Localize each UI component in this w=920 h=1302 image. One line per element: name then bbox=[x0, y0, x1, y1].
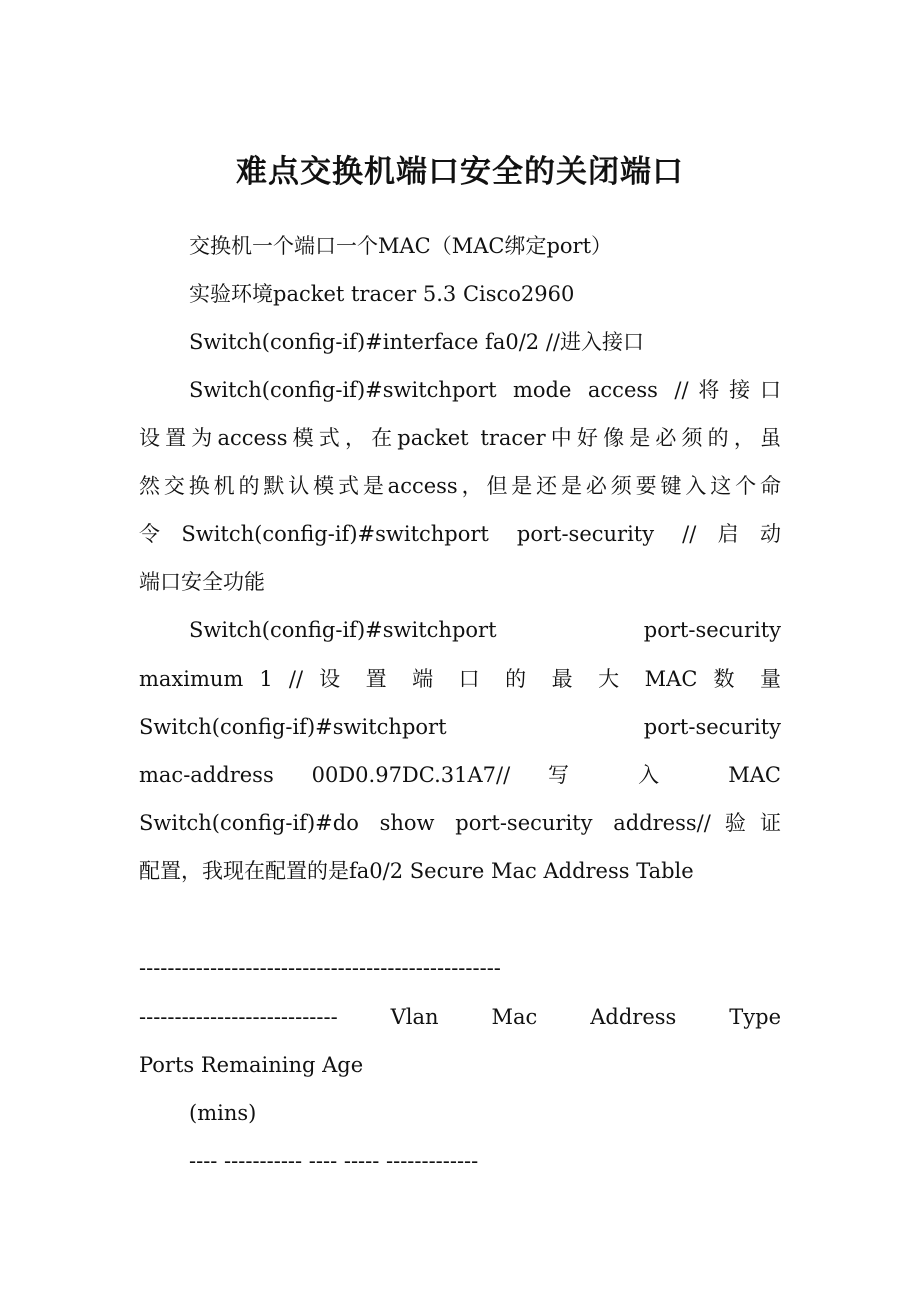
text-line-maximum-desc: maximum 1 // 设 置 端 口 的 最 大 MAC 数 量 bbox=[139, 667, 781, 691]
table-header-mins: (mins) bbox=[189, 1101, 257, 1125]
text-line-mac-address-cmd: Switch(config-if)#switchport port-security bbox=[139, 715, 781, 739]
table-header-line-2: Ports Remaining Age bbox=[139, 1053, 364, 1077]
text-line-port-security-cmd: 令Switch(config-if)#switchport port-security //启动 bbox=[139, 522, 781, 546]
text-line-mode-cmd: Switch(config-if)#switchport mode access //将接口 bbox=[189, 378, 781, 402]
text-line-maximum-cmd: Switch(config-if)#switchport port-security bbox=[189, 618, 781, 642]
text-line-show-cmd: Switch(config-if)#do show port-security address//验证 bbox=[139, 811, 781, 835]
table-separator-top: --------------------------------------------------- bbox=[139, 956, 501, 980]
text-line-mac-address-desc: mac-address 00D0.97DC.31A7// 写 入 MAC bbox=[139, 763, 781, 787]
text-line-show-desc: 配置，我现在配置的是fa0/2 Secure Mac Address Table bbox=[139, 859, 694, 883]
document-title: 难点交换机端口安全的关闭端口 bbox=[236, 154, 684, 190]
text-line-intro: 交换机一个端口一个MAC（MAC绑定port） bbox=[189, 234, 613, 258]
text-line-port-security-desc: 端口安全功能 bbox=[139, 570, 265, 594]
text-line-interface-cmd: Switch(config-if)#interface fa0/2 //进入接口 bbox=[189, 330, 644, 354]
text-line-environment: 实验环境packet tracer 5.3 Cisco2960 bbox=[189, 282, 575, 306]
text-line-mode-desc-2: 然交换机的默认模式是access，但是还是必须要键入这个命 bbox=[139, 474, 781, 498]
table-header-line-1: ---------------------------- Vlan Mac Address Type bbox=[139, 1005, 781, 1029]
text-line-mode-desc-1: 设置为access模式，在packet tracer中好像是必须的，虽 bbox=[139, 426, 781, 450]
table-separator-columns: ---- ----------- ---- ----- ------------- bbox=[189, 1149, 479, 1173]
